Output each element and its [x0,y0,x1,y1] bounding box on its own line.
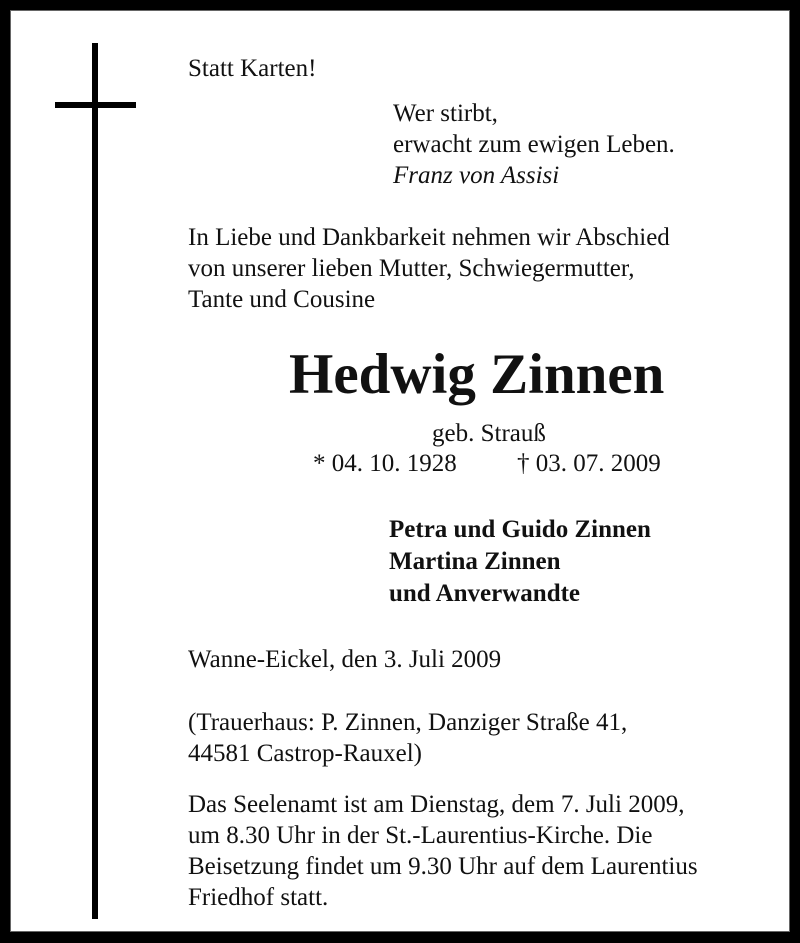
birth-date: * 04. 10. 1928 [313,450,457,477]
service-line-2: um 8.30 Uhr in der St.-Laurentius-Kirche. Die [188,822,653,849]
cross-icon-vertical [92,43,98,919]
quote-line-1: Wer stirbt, [393,100,498,127]
birth-name: geb. Strauß [432,420,546,447]
service-line-3: Beisetzung findet um 9.30 Uhr auf dem Laurentius [188,853,698,880]
intro-line-2: von unserer lieben Mutter, Schwiegermutter, [188,255,635,282]
address-line-2: 44581 Castrop-Rauxel) [188,740,422,767]
death-date: † 03. 07. 2009 [517,450,661,477]
quote-author: Franz von Assisi [393,162,560,189]
mourner-3: und Anverwandte [389,580,581,607]
intro-line-1: In Liebe und Dankbarkeit nehmen wir Abschied [188,224,670,251]
intro-line-3: Tante und Cousine [188,286,376,313]
cross-icon-horizontal [55,102,136,108]
place-date: Wanne-Eickel, den 3. Juli 2009 [188,646,502,673]
service-line-1: Das Seelenamt ist am Dienstag, dem 7. Juli 2009, [188,791,685,818]
address-line-1: (Trauerhaus: P. Zinnen, Danziger Straße 41, [188,709,628,736]
service-line-4: Friedhof statt. [188,884,329,911]
header-text: Statt Karten! [188,55,317,82]
mourner-1: Petra und Guido Zinnen [389,516,651,543]
quote-line-2: erwacht zum ewigen Leben. [393,131,675,158]
deceased-name: Hedwig Zinnen [289,343,665,406]
mourner-2: Martina Zinnen [389,548,561,575]
